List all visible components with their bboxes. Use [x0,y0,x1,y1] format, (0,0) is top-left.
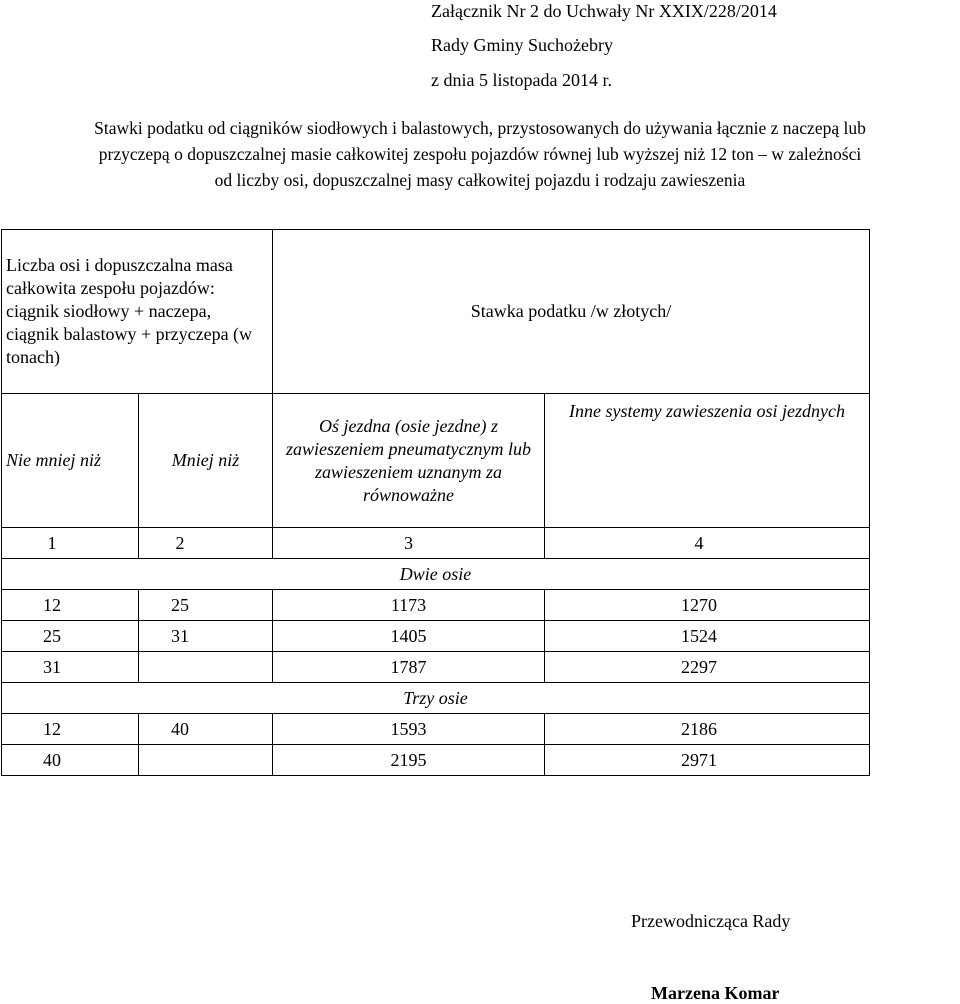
table-row [2,745,870,776]
max-cell: 25 [139,590,273,621]
table-row [2,714,870,745]
min-cell: 40 [2,745,139,776]
other-rate-cell: 2971 [545,745,870,776]
other-rate-cell: 1270 [545,590,870,621]
air-rate-cell: 1405 [273,621,545,652]
min-header: Nie mniej niż [2,394,139,528]
mass-header: Liczba osi i dopuszczalna masa całkowita zespołu pojazdów: ciągnik siodłowy + naczepa, ciągnik balastowy + przyczepa (w tonach) [2,230,273,394]
max-cell: 40 [139,714,273,745]
air-suspension-header: Oś jezdna (osie jezdne) z zawieszeniem pneumatycznym lub zawieszeniem uznanym za równoważne [273,394,545,528]
air-rate-cell: 2195 [273,745,545,776]
table-row [2,590,870,621]
other-rate-cell: 2186 [545,714,870,745]
table-row [2,652,870,683]
air-rate-cell: 1593 [273,714,545,745]
max-header: Mniej niż [139,394,273,528]
section-label: Trzy osie [2,683,870,714]
tax-rate-table [1,229,870,776]
col-number: 2 [139,528,273,559]
other-suspension-header: Inne systemy zawieszenia osi jezdnych [545,394,870,528]
min-cell: 12 [2,714,139,745]
column-numbers-row [2,528,870,559]
col-number: 4 [545,528,870,559]
col-number: 1 [2,528,139,559]
signature-name: Marzena Komar [651,983,780,1003]
resolution-date: z dnia 5 listopada 2014 r. [431,70,612,90]
min-cell: 25 [2,621,139,652]
min-cell: 31 [2,652,139,683]
air-rate-cell: 1173 [273,590,545,621]
max-cell [139,745,273,776]
attachment-heading: Załącznik Nr 2 do Uchwały Nr XXIX/228/2014 [431,1,777,21]
title-line-1: Stawki podatku od ciągników siodłowych i balastowych, przystosowanych do używania łącznie z naczepą lub [94,118,866,138]
other-rate-cell: 2297 [545,652,870,683]
min-cell: 12 [2,590,139,621]
max-cell [139,652,273,683]
col-number: 3 [273,528,545,559]
document-title [0,115,960,193]
rate-header: Stawka podatku /w złotych/ [273,230,870,394]
signature-role: Przewodnicząca Rady [631,911,791,931]
section-label: Dwie osie [2,559,870,590]
other-rate-cell: 1524 [545,621,870,652]
table-row [2,621,870,652]
air-rate-cell: 1787 [273,652,545,683]
max-cell: 31 [139,621,273,652]
title-line-3: od liczby osi, dopuszczalnej masy całkowitej pojazdu i rodzaju zawieszenia [214,170,746,190]
council-name: Rady Gminy Suchożebry [431,35,613,55]
title-line-2: przyczepą o dopuszczalnej masie całkowitej zespołu pojazdów równej lub wyższej niż 12 ton – w zależności [98,144,862,164]
